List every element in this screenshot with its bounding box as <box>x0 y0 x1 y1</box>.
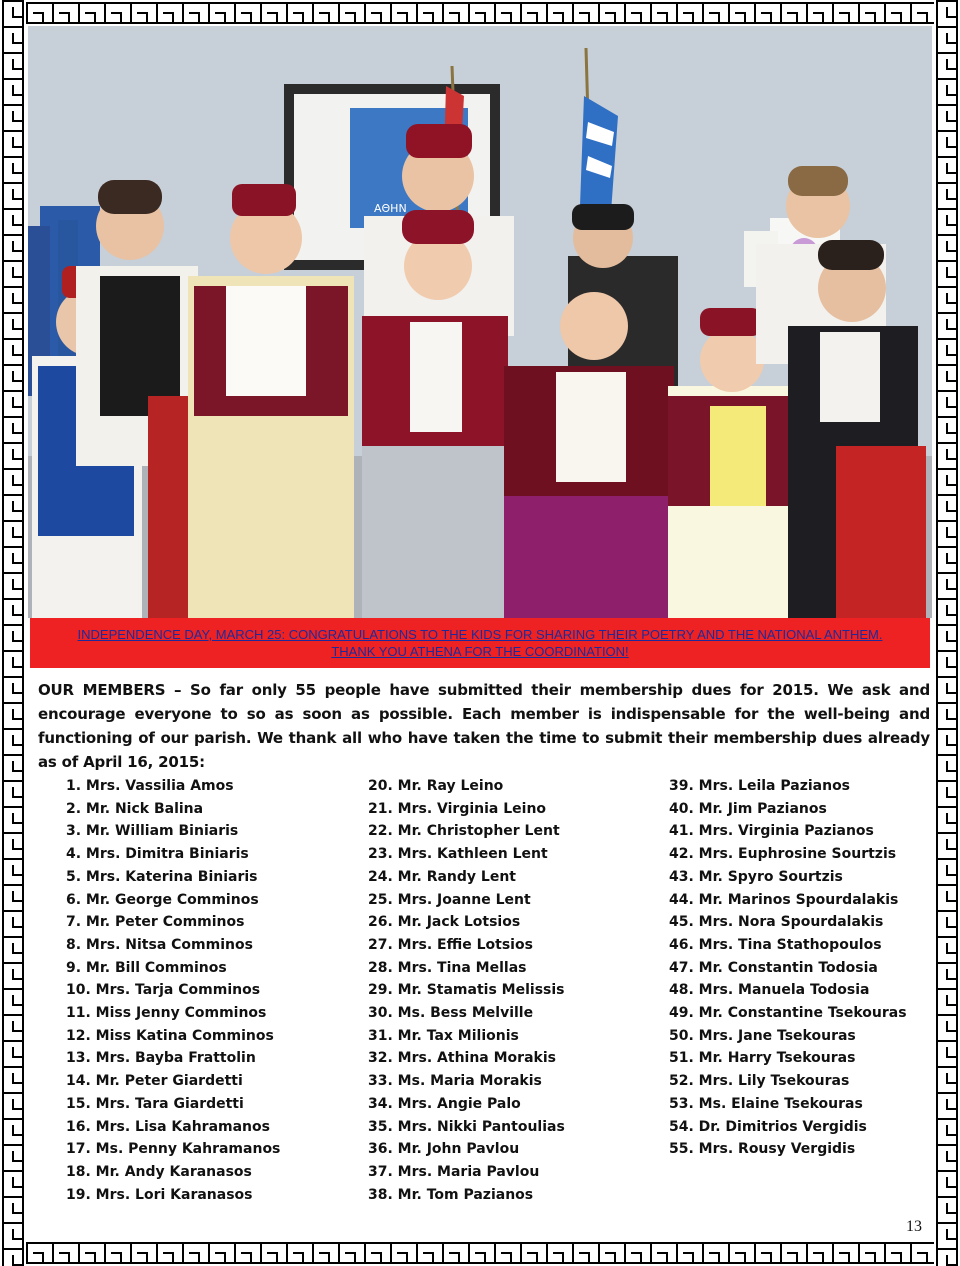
member-list-item: 53. Ms. Elaine Tsekouras <box>669 1095 863 1112</box>
member-list-item: 9. Mr. Bill Comminos <box>66 959 227 976</box>
membership-intro-paragraph: OUR MEMBERS – So far only 55 people have submitted their membership dues for 2015. We ask and encourage everyone to so as soon as possible. Each member is indispensable for the well-being and functioning of our parish. We thank all who have taken the time to submit their membership dues already as of April 16, 2015: <box>38 681 930 771</box>
sign-text: ΑΘΗΝ <box>374 202 407 215</box>
member-list-item: 31. Mr. Tax Milionis <box>368 1027 519 1044</box>
members-list-column-2 <box>368 775 565 1206</box>
member-list-item: 38. Mr. Tom Pazianos <box>368 1186 534 1203</box>
member-list-item: 13. Mrs. Bayba Frattolin <box>66 1050 256 1067</box>
members-list-column-3 <box>669 775 907 1161</box>
children-costume-photo-illustration <box>28 26 932 618</box>
member-list-item: 42. Mrs. Euphrosine Sourtzis <box>669 846 897 863</box>
member-list-item: 24. Mr. Randy Lent <box>368 868 516 885</box>
greek-key-border-right <box>934 0 960 1266</box>
member-list-item: 30. Ms. Bess Melville <box>368 1005 534 1022</box>
member-list-item: 7. Mr. Peter Comminos <box>66 914 245 931</box>
member-list-item: 34. Mrs. Angie Palo <box>368 1095 521 1112</box>
member-list-item: 16. Mrs. Lisa Kahramanos <box>66 1118 270 1135</box>
member-list-item: 18. Mr. Andy Karanasos <box>66 1163 252 1180</box>
member-list-item: 1. Mrs. Vassilia Amos <box>66 778 234 794</box>
member-list-item: 25. Mrs. Joanne Lent <box>368 891 531 908</box>
member-list-item: 32. Mrs. Athina Morakis <box>368 1050 556 1067</box>
member-list-item: 47. Mr. Constantin Todosia <box>669 959 878 976</box>
member-list-item: 23. Mrs. Kathleen Lent <box>368 846 548 863</box>
greek-key-border-top <box>0 0 960 26</box>
group-photo <box>28 26 932 618</box>
member-list-item: 48. Mrs. Manuela Todosia <box>669 982 870 999</box>
member-list-item: 14. Mr. Peter Giardetti <box>66 1073 243 1090</box>
member-list-item: 43. Mr. Spyro Sourtzis <box>669 868 843 885</box>
caption-line-2: THANK YOU ATHENA FOR THE COORDINATION! <box>331 644 629 659</box>
member-list-item: 51. Mr. Harry Tsekouras <box>669 1050 856 1067</box>
member-list-item: 45. Mrs. Nora Spourdalakis <box>669 914 884 931</box>
page-number: 13 <box>906 1218 922 1235</box>
member-list-item: 6. Mr. George Comminos <box>66 891 259 908</box>
member-list-item: 29. Mr. Stamatis Melissis <box>368 982 565 999</box>
member-list-item: 27. Mrs. Effie Lotsios <box>368 936 533 953</box>
members-list-column-1 <box>66 775 280 1206</box>
member-list-item: 50. Mrs. Jane Tsekouras <box>669 1027 856 1044</box>
caption-line-1: INDEPENDENCE DAY, MARCH 25: CONGRATULATIONS TO THE KIDS FOR SHARING THEIR POETRY AND THE NATIONAL ANTHEM. <box>77 627 883 642</box>
member-list-item: 54. Dr. Dimitrios Vergidis <box>669 1118 867 1135</box>
member-list-item: 40. Mr. Jim Pazianos <box>669 800 827 817</box>
member-list-item: 26. Mr. Jack Lotsios <box>368 914 521 931</box>
member-list-item: 49. Mr. Constantine Tsekouras <box>669 1005 907 1022</box>
member-list-item: 3. Mr. William Biniaris <box>66 823 239 840</box>
member-list-item: 37. Mrs. Maria Pavlou <box>368 1163 540 1180</box>
member-list-item: 4. Mrs. Dimitra Biniaris <box>66 846 249 863</box>
member-list-item: 33. Ms. Maria Morakis <box>368 1073 542 1090</box>
member-list-item: 28. Mrs. Tina Mellas <box>368 959 527 976</box>
member-list-item: 19. Mrs. Lori Karanasos <box>66 1186 253 1203</box>
member-list-item: 5. Mrs. Katerina Biniaris <box>66 868 258 885</box>
member-list-item: 36. Mr. John Pavlou <box>368 1141 520 1158</box>
member-list-item: 52. Mrs. Lily Tsekouras <box>669 1073 850 1090</box>
member-list-item: 21. Mrs. Virginia Leino <box>368 800 547 817</box>
member-list-item: 20. Mr. Ray Leino <box>368 778 504 794</box>
greek-key-border-bottom <box>0 1240 960 1266</box>
member-list-item: 22. Mr. Christopher Lent <box>368 823 560 840</box>
member-list-item: 46. Mrs. Tina Stathopoulos <box>669 936 882 953</box>
member-list-item: 17. Ms. Penny Kahramanos <box>66 1141 281 1158</box>
greek-key-border-left <box>0 0 26 1266</box>
photo-caption-banner <box>30 618 930 668</box>
member-list-item: 39. Mrs. Leila Pazianos <box>669 778 851 794</box>
member-list-item: 44. Mr. Marinos Spourdalakis <box>669 891 899 908</box>
member-list-item: 10. Mrs. Tarja Comminos <box>66 982 261 999</box>
member-list-item: 41. Mrs. Virginia Pazianos <box>669 823 874 840</box>
member-list-item: 12. Miss Katina Comminos <box>66 1027 274 1044</box>
member-list-item: 8. Mrs. Nitsa Comminos <box>66 936 253 953</box>
member-list-item: 55. Mrs. Rousy Vergidis <box>669 1141 856 1158</box>
member-list-item: 35. Mrs. Nikki Pantoulias <box>368 1118 565 1135</box>
member-list-item: 15. Mrs. Tara Giardetti <box>66 1095 244 1112</box>
member-list-item: 11. Miss Jenny Comminos <box>66 1005 267 1022</box>
member-list-item: 2. Mr. Nick Balina <box>66 800 204 817</box>
